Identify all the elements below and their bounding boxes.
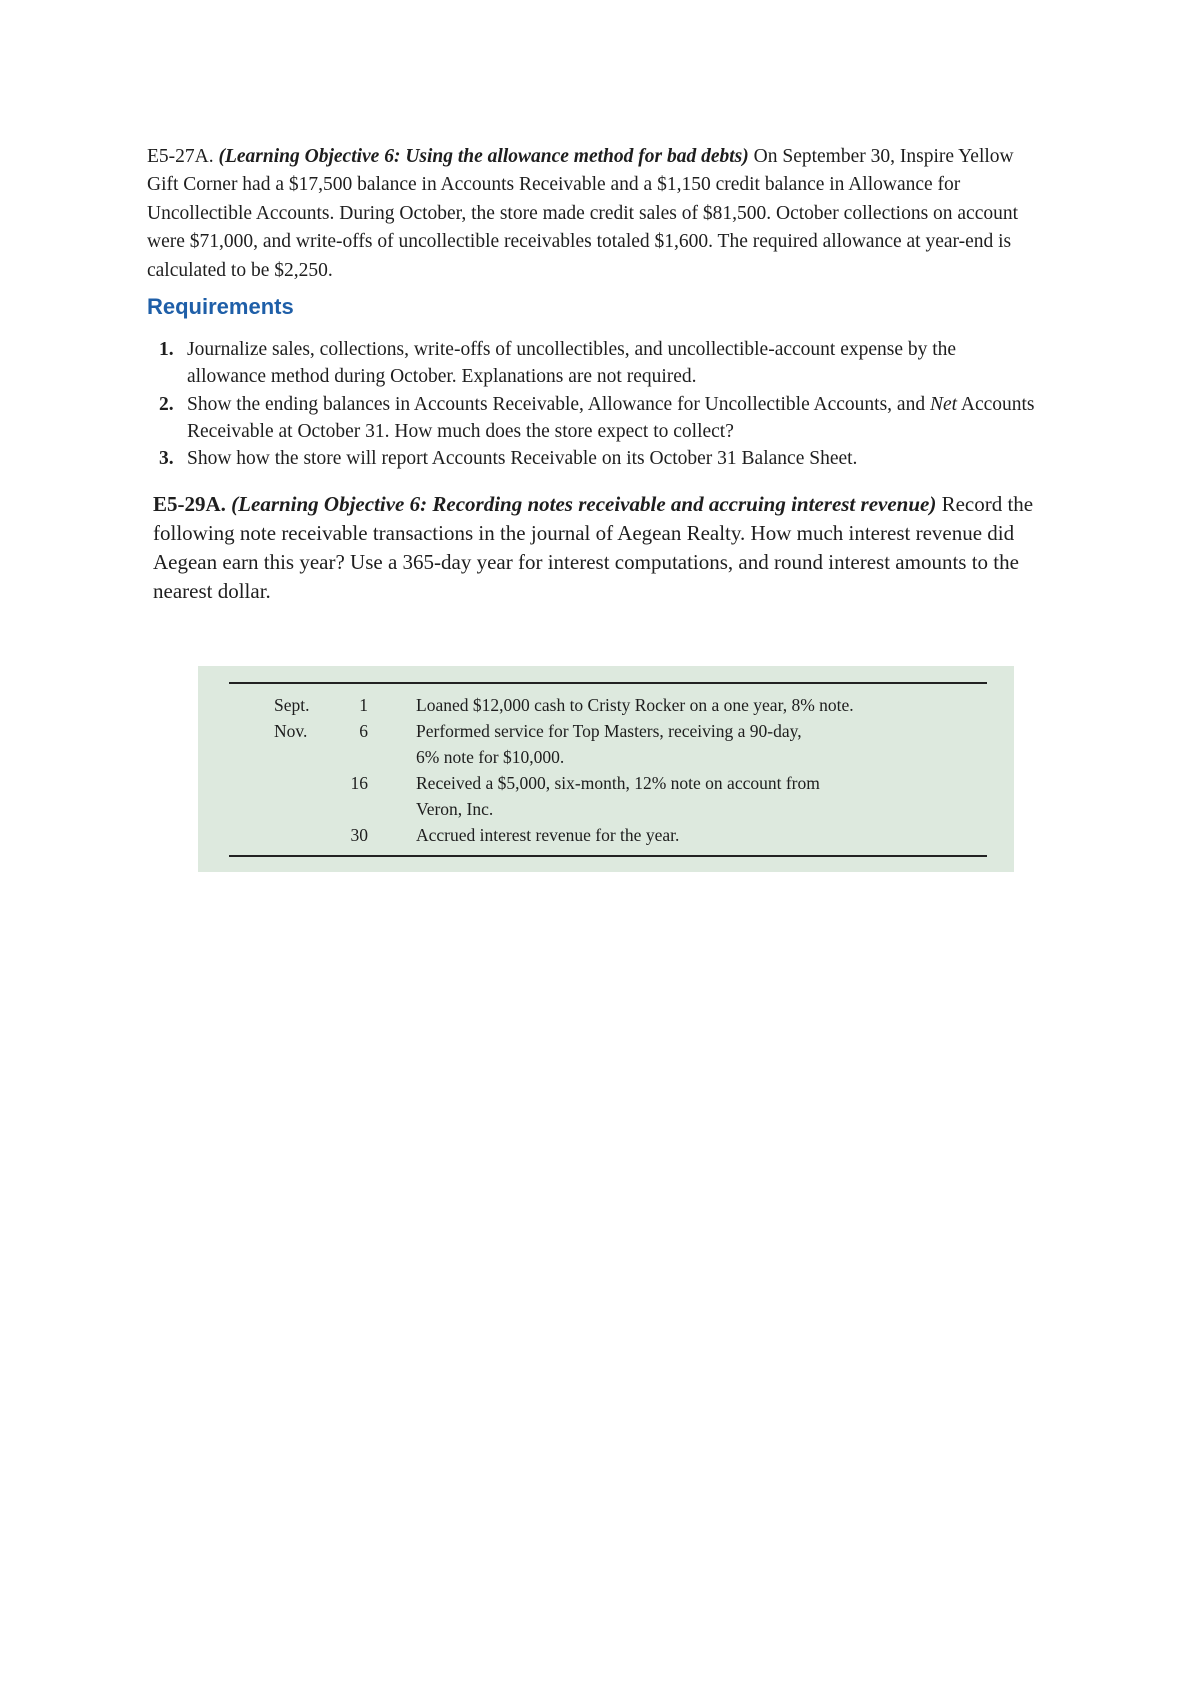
- requirement-number: 3.: [159, 448, 174, 470]
- description-line: Loaned $12,000 cash to Cristy Rocker on a one year, 8% note.: [416, 695, 854, 715]
- requirements-list: [155, 336, 1035, 472]
- requirement-item: [155, 391, 1035, 446]
- exercise-e5-29a: [153, 490, 1063, 606]
- transaction-description: [416, 718, 936, 770]
- description-line: Veron, Inc.: [416, 799, 494, 819]
- transaction-month: Sept.: [274, 695, 310, 715]
- requirement-number: 1.: [159, 339, 174, 360]
- transaction-row: [198, 770, 1014, 822]
- learning-objective: (Learning Objective 6: Using the allowance method for bad debts): [218, 146, 749, 167]
- exercise-number: E5-29A.: [153, 492, 226, 516]
- transaction-description: [416, 692, 936, 718]
- table-top-rule: [229, 682, 987, 684]
- transactions-panel: [198, 666, 1014, 872]
- requirement-text: Show the ending balances in Accounts Receivable, Allowance for Uncollectible Accounts, and: [187, 393, 926, 415]
- requirements-heading: Requirements: [147, 294, 294, 319]
- transaction-description: [416, 770, 936, 822]
- transaction-row: [198, 822, 1014, 848]
- description-line: 6% note for $10,000.: [416, 747, 565, 767]
- requirement-text-continued: Accounts Receivable at October 31. How much does the store expect to collect?: [187, 393, 1035, 442]
- exercise-body: On September 30, Inspire Yellow Gift Corner had a $17,500 balance in Accounts Receivable and a $1,150 credit balance in Allowance for Uncollectible Accounts. During October, the store made credit sales of $81,500. October collections on account were $71,000, and write-offs of uncollectible receivables totaled $1,600. The required allowance at year-end is calculated to be $2,250.: [147, 146, 1019, 281]
- learning-objective: (Learning Objective 6: Recording notes receivable and accruing interest revenue): [231, 492, 937, 516]
- exercise-body: Record the following note receivable transactions in the journal of Aegean Realty. How much interest revenue did Aegean earn this year? Use a 365-day year for interest computations, and round interest amounts to the nearest dollar.: [153, 492, 1034, 603]
- transactions-table: [198, 692, 1014, 848]
- requirement-text: Show how the store will report Accounts Receivable on its October 31 Balance Sheet.: [187, 448, 858, 470]
- transaction-month: Nov.: [274, 721, 308, 741]
- requirement-item: [155, 336, 1035, 391]
- exercise-e5-27a: [147, 143, 1027, 285]
- requirement-emphasis: Net: [929, 393, 958, 415]
- transaction-day: 1: [359, 695, 368, 715]
- transaction-day: 16: [350, 773, 368, 793]
- description-line: Accrued interest revenue for the year.: [416, 825, 680, 845]
- requirement-text: Journalize sales, collections, write-offs of uncollectibles, and uncollectible-account expense by the allowance method during October. Explanations are not required.: [187, 339, 957, 388]
- description-line: Received a $5,000, six-month, 12% note on account from: [416, 773, 820, 793]
- description-line: Performed service for Top Masters, receiving a 90-day,: [416, 721, 802, 741]
- transaction-day: 6: [359, 721, 368, 741]
- transaction-day: 30: [350, 825, 368, 845]
- requirement-number: 2.: [159, 393, 174, 415]
- requirement-item: [155, 445, 1035, 472]
- transaction-row: [198, 718, 1014, 770]
- exercise-number: E5-27A.: [147, 146, 214, 167]
- transaction-description: [416, 822, 936, 848]
- transaction-row: [198, 692, 1014, 718]
- table-bottom-rule: [229, 855, 987, 857]
